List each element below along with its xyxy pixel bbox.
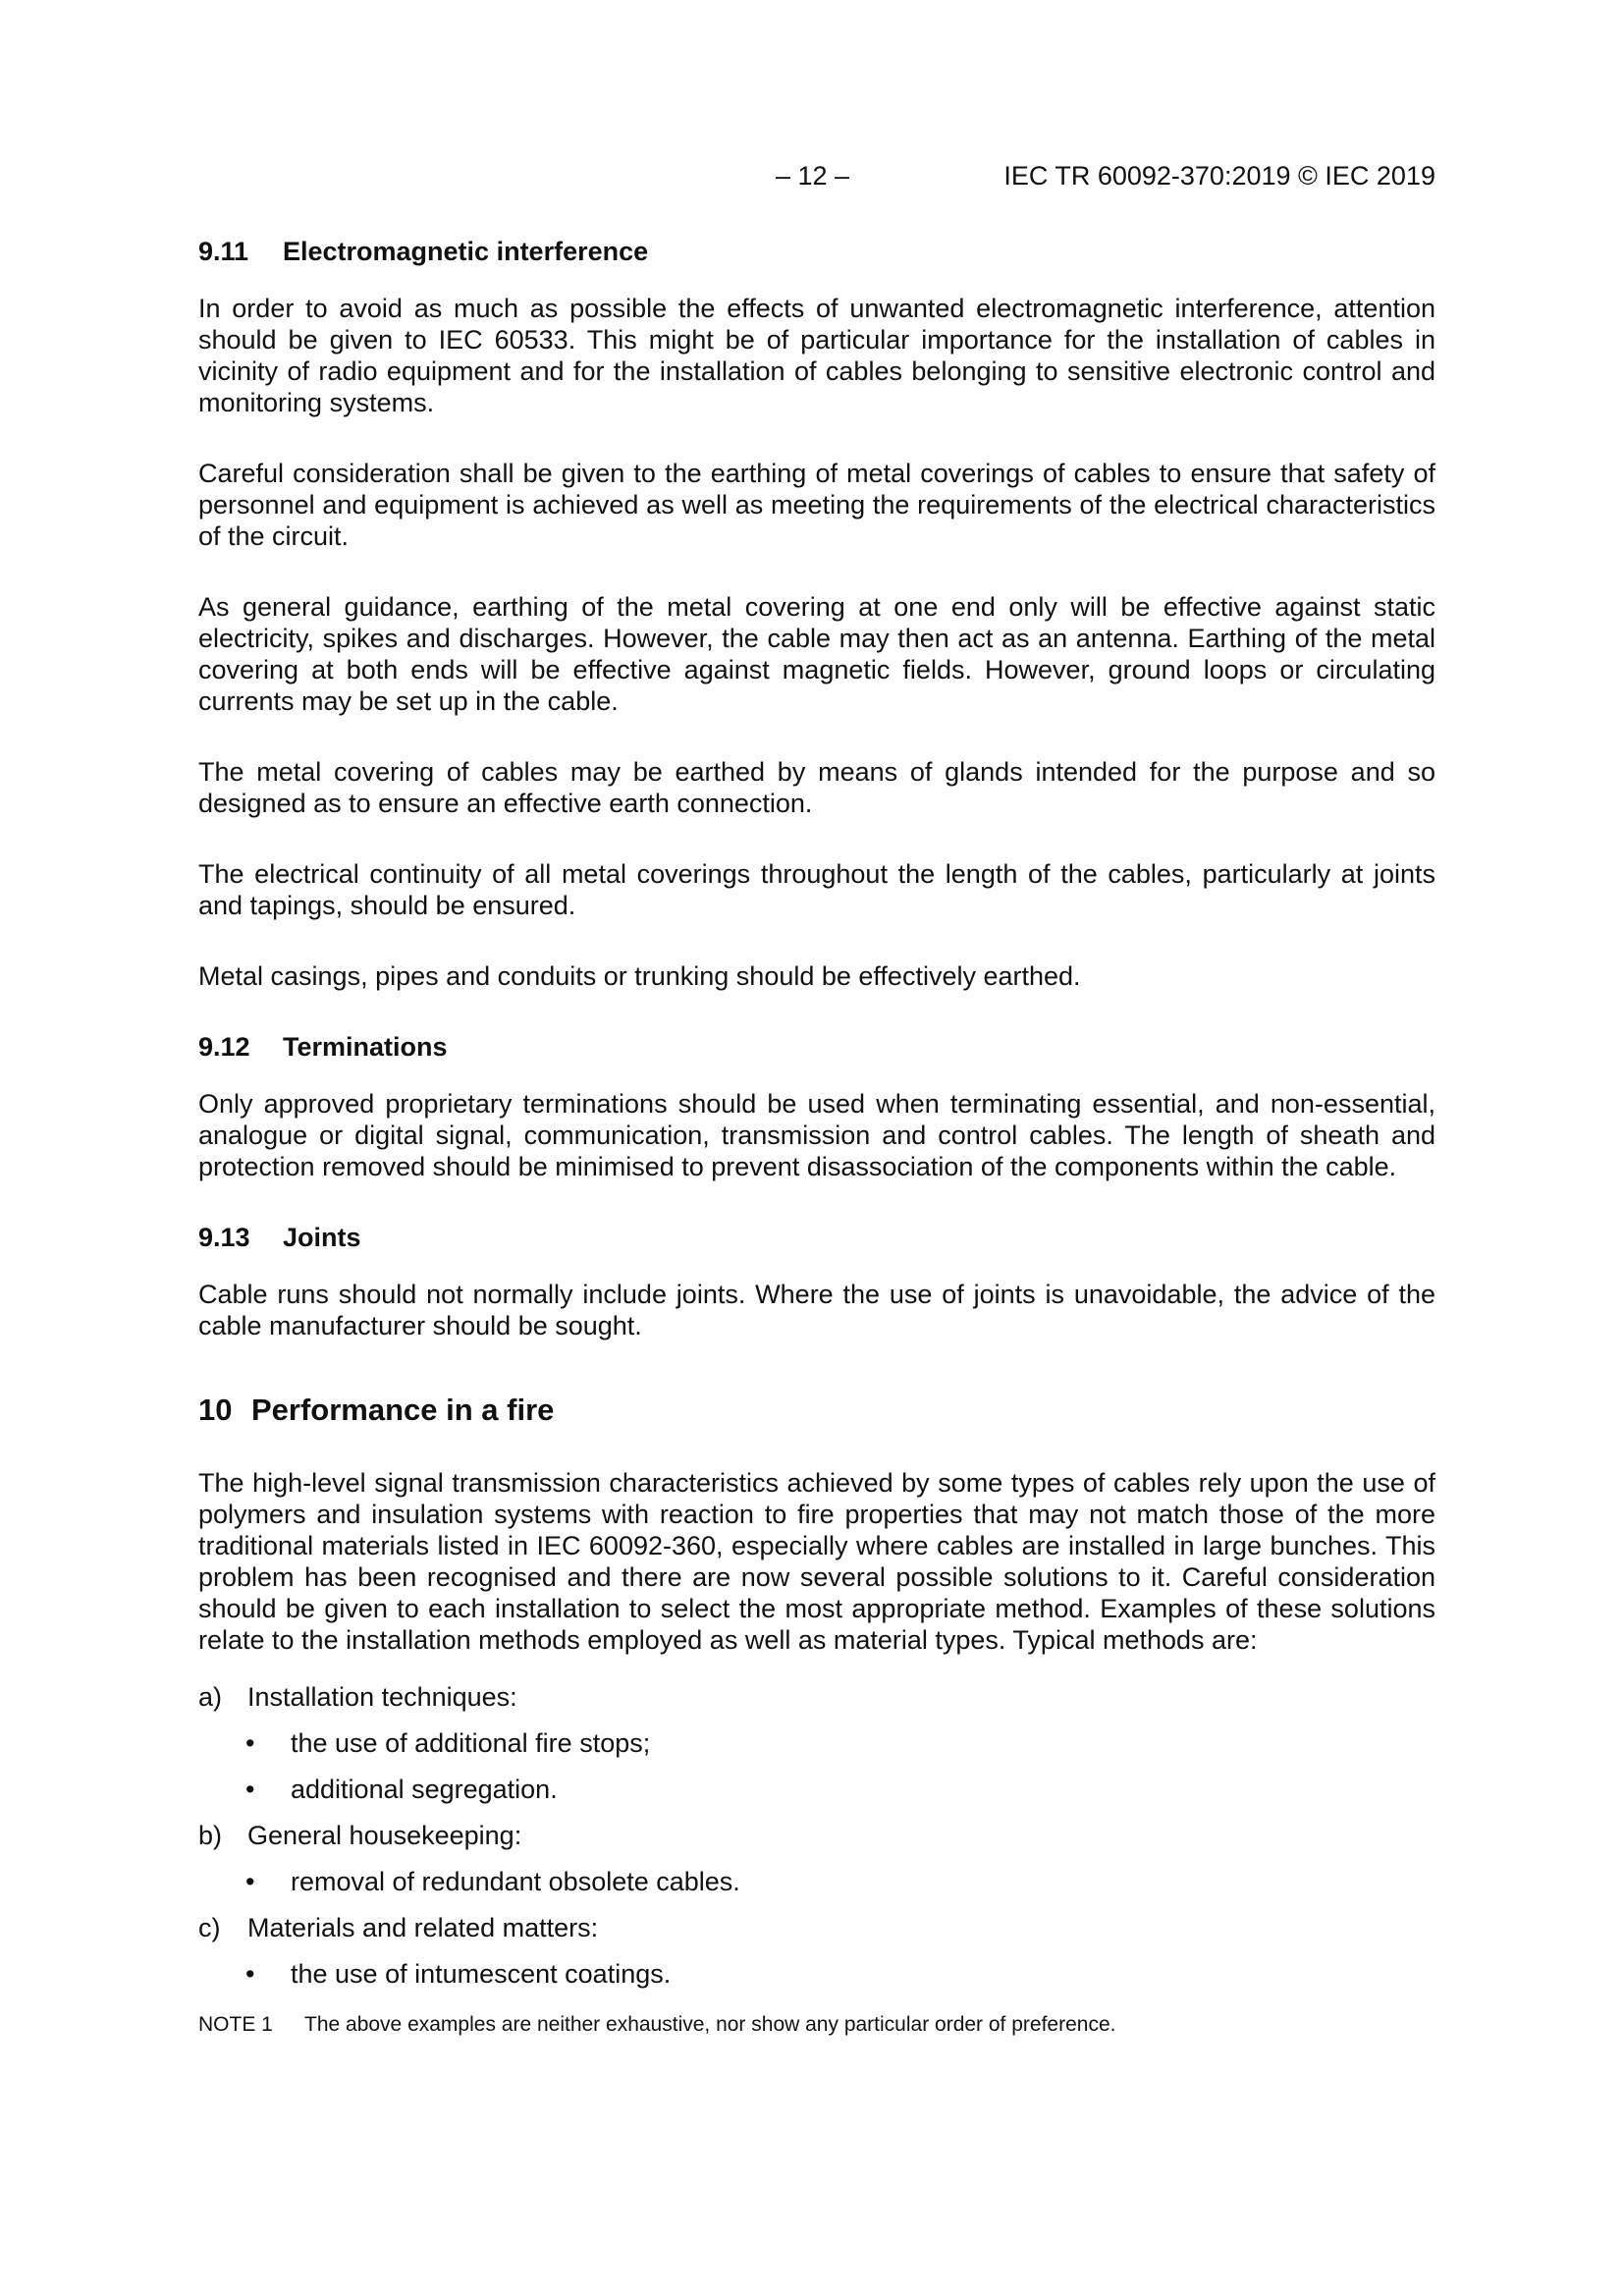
clause-number: 10 xyxy=(198,1393,233,1427)
section-heading-9-11 xyxy=(198,236,1435,267)
list-label: a) xyxy=(198,1682,223,1712)
section-heading-9-12 xyxy=(198,1031,1435,1063)
note-label: NOTE 1 xyxy=(198,2013,273,2036)
paragraph: The metal covering of cables may be earthed by means of glands intended for the purpose and so designed as to ensure an effective earth connection. xyxy=(198,757,1435,818)
bullet-item: • additional segregation. xyxy=(198,1774,1435,1805)
section-number: 9.12 xyxy=(198,1032,250,1062)
list-label: c) xyxy=(198,1913,221,1942)
section-number: 9.11 xyxy=(198,237,249,266)
paragraph: Careful consideration shall be given to the earthing of metal coverings of cables to ensure that safety of personnel and equipment is achieved as well as meeting the requirements of the electrical characteristics of the circuit. xyxy=(198,459,1435,551)
page-number: – 12 – xyxy=(776,161,850,191)
document-id: IEC TR 60092-370:2019 © IEC 2019 xyxy=(1003,161,1435,191)
list-item xyxy=(198,1820,1435,1897)
list-text: Installation techniques: xyxy=(247,1682,517,1712)
paragraph: In order to avoid as much as possible the effects of unwanted electromagnetic interference, attention should be given to IEC 60533. This might be of particular importance for the installation of cables in vicinity of radio equipment and for the installation of cables belonging to sensitive electronic control and monitoring systems. xyxy=(198,294,1435,417)
page-content xyxy=(198,236,1435,2039)
clause-title: Performance in a fire xyxy=(251,1393,555,1427)
section-title: Electromagnetic interference xyxy=(283,237,649,266)
section-title: Joints xyxy=(283,1223,361,1252)
list-text: Materials and related matters: xyxy=(247,1913,599,1942)
list-item xyxy=(198,1681,1435,1805)
list-label: b) xyxy=(198,1821,223,1850)
bullet-item: • removal of redundant obsolete cables. xyxy=(198,1866,1435,1897)
paragraph: Cable runs should not normally include joints. Where the use of joints is unavoidable, the advice of the cable manufacturer should be sought. xyxy=(198,1280,1435,1340)
bullet-list xyxy=(198,1958,1435,1990)
bullet-list xyxy=(198,1866,1435,1897)
paragraph: Metal casings, pipes and conduits or trunking should be effectively earthed. xyxy=(198,961,1081,991)
bullet-item: • the use of intumescent coatings. xyxy=(198,1958,1435,1990)
note-text: The above examples are neither exhaustive, nor show any particular order of preference. xyxy=(304,2013,1116,2036)
bullet-item: • the use of additional fire stops; xyxy=(198,1727,1435,1759)
paragraph: The electrical continuity of all metal coverings throughout the length of the cables, particularly at joints and tapings, should be ensured. xyxy=(198,859,1435,920)
paragraph: Only approved proprietary terminations should be used when terminating essential, and non-essential, analogue or digital signal, communication, transmission and control cables. The length of sheath and protection removed should be minimised to prevent disassociation of the components within the cable. xyxy=(198,1089,1435,1181)
bullet-list xyxy=(198,1727,1435,1805)
methods-list xyxy=(198,1681,1435,1990)
paragraph: As general guidance, earthing of the metal covering at one end only will be effective against static electricity, spikes and discharges. However, the cable may then act as an antenna. Earthing of the metal covering at both ends will be effective against magnetic fields. However, ground loops or circulating currents may be set up in the cable. xyxy=(198,592,1435,716)
paragraph: The high-level signal transmission characteristics achieved by some types of cables rely upon the use of polymers and insulation systems with reaction to fire properties that may not match those of the more traditional materials listed in IEC 60092-360, especially where cables are installed in large bunches. This problem has been recognised and there are now several possible solutions to it. Careful consideration should be given to each installation to select the most appropriate method. Examples of these solutions relate to the installation methods employed as well as material types. Typical methods are: xyxy=(198,1468,1435,1655)
list-text: General housekeeping: xyxy=(247,1821,522,1850)
section-title: Terminations xyxy=(283,1032,448,1062)
page-header xyxy=(0,161,1623,200)
section-number: 9.13 xyxy=(198,1223,250,1252)
note xyxy=(198,2011,1435,2039)
section-heading-9-13 xyxy=(198,1222,1435,1253)
clause-heading-10 xyxy=(198,1393,1435,1428)
list-item xyxy=(198,1912,1435,1990)
